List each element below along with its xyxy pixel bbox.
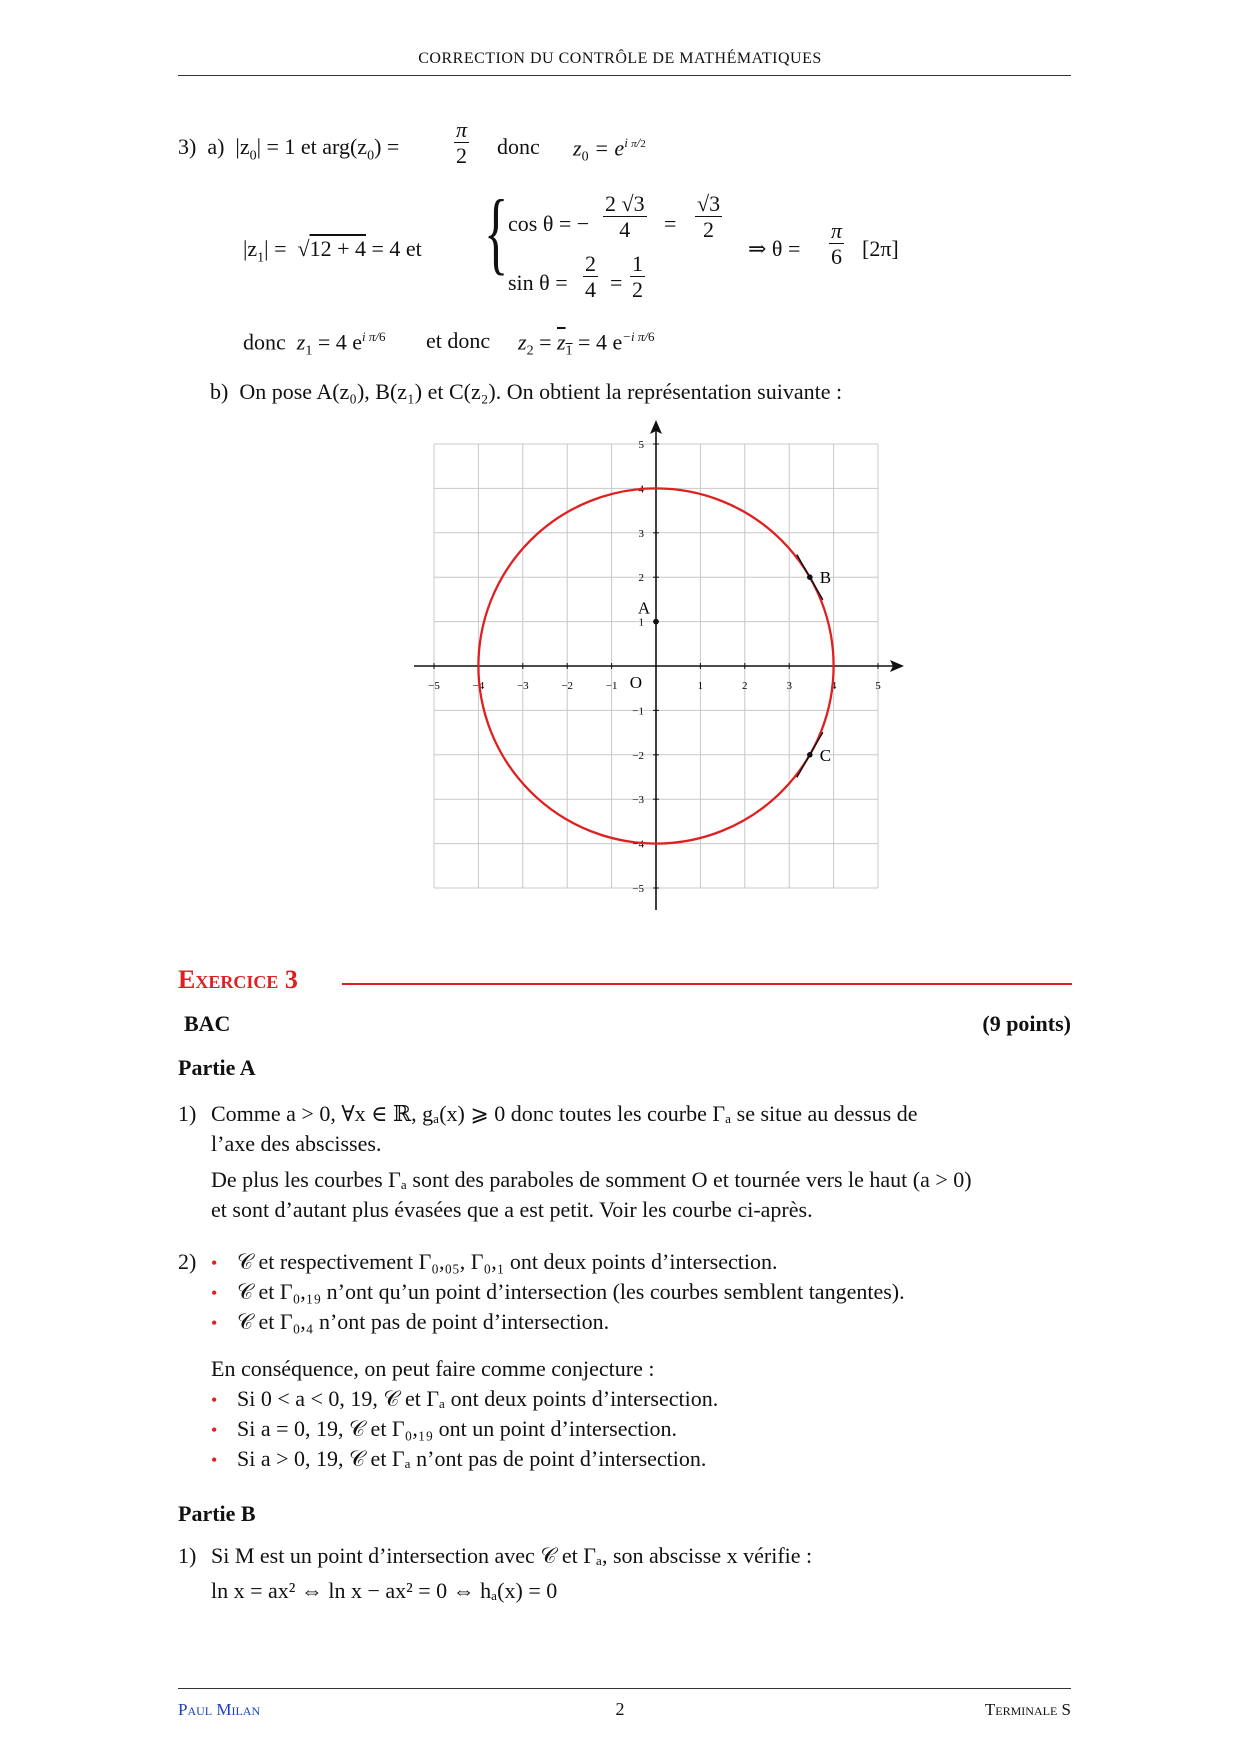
sin-eq: =: [610, 270, 623, 295]
y-tick-label: 4: [638, 483, 644, 496]
partA-q2-bullet-2: • 𝒞 et Γ₀,₁₉ n’ont qu’un point d’intersection (les courbes semblent tangentes).: [211, 1279, 905, 1304]
partB-q1-line2: ln x = ax² ⇔ ln x − ax² = 0 ⇔ hₐ(x) = 0: [211, 1578, 558, 1603]
theta-implies: ⇒ θ =: [748, 236, 801, 261]
pi-over-6: $\frac{\pi}{6}$: [831, 218, 843, 270]
conjecture-bullet-1: • Si 0 < a < 0, 19, 𝒞 et Γₐ ont deux points d’intersection.: [211, 1386, 719, 1411]
partB-q1-number: 1): [178, 1543, 197, 1568]
y-tick-label: 5: [638, 439, 644, 451]
y-tick-label: −4: [632, 838, 644, 851]
exercise-source: BAC: [184, 1011, 231, 1036]
q3-donc-1: donc: [497, 134, 540, 159]
cos-frac-2: $\frac{√3}{2}$: [697, 191, 721, 243]
footer-author: Paul Milan: [178, 1700, 261, 1719]
point-b-label: B: [819, 568, 832, 588]
y-tick-label: −1: [632, 705, 644, 718]
origin-label: O: [629, 673, 642, 692]
cos-frac-1: $\frac{2 √3}{4}$: [605, 191, 645, 243]
footer-page-number: 2: [615, 1699, 625, 1719]
partA-q2-bullet-1: • 𝒞 et respectivement Γ₀,₀₅, Γ₀,₁ ont deux points d’intersection.: [211, 1249, 778, 1274]
q3-line1: 3) a) $|z_0| = 1$ et $arg(z_0)$ =: [178, 134, 400, 164]
question-number: 3): [178, 134, 197, 159]
partA-q2-number: 2): [178, 1249, 197, 1274]
system-brace: {: [484, 181, 509, 283]
point-a-label: A: [637, 598, 651, 618]
y-tick-label: −3: [632, 794, 644, 807]
x-tick-label: 2: [742, 680, 748, 692]
exercise-title-rule: [342, 983, 1072, 985]
partB-q1-line1: Si M est un point d’intersection avec 𝒞 et Γₐ, son abscisse x vérifie :: [211, 1543, 813, 1568]
z2-exponential: $z_2 = \overline{z}_1 = 4$ $e^{-i \pi/6}$: [518, 329, 655, 359]
y-tick-label: 2: [638, 572, 644, 585]
point-b: [807, 574, 813, 580]
x-tick-label: −1: [605, 680, 618, 692]
partA-q1-line1: Comme a > 0, ∀x ∈ ℝ, gₐ(x) ⩾ 0 donc toutes les courbe Γₐ se situe au dessus de: [211, 1101, 918, 1126]
subquestion-a-label: a): [207, 134, 225, 159]
q3-z0-result: $z_0 = e^{i \pi/2}$: [573, 135, 646, 165]
sin-frac-2: $\frac{1}{2}$: [632, 251, 643, 303]
q3-pi-over-2: $\frac{\pi}{2}$: [456, 117, 468, 169]
cos-theta-label: cos θ = −: [508, 211, 590, 236]
x-tick-label: −5: [428, 680, 440, 692]
cos-eq: =: [664, 211, 677, 236]
y-tick-label: −2: [632, 749, 644, 762]
partA-q1-line3: De plus les courbes Γₐ sont des paraboles de somment O et tournée vers le haut (a > 0): [211, 1167, 972, 1192]
partA-q1-line4: et sont d’autant plus évasées que a est petit. Voir les courbe ci-après.: [211, 1197, 813, 1222]
x-tick-label: −4: [472, 680, 485, 692]
page-header-title: CORRECTION DU CONTRÔLE DE MATHÉMATIQUES: [418, 50, 822, 67]
partB-title: Partie B: [178, 1501, 256, 1526]
conjecture-bullet-3: • Si a > 0, 19, 𝒞 et Γₐ n’ont pas de point d’intersection.: [211, 1446, 707, 1471]
x-tick-label: 4: [830, 680, 837, 692]
x-tick-label: 3: [786, 680, 792, 692]
footer-class: Terminale S: [984, 1700, 1071, 1719]
subquestion-b-label: b): [210, 379, 229, 404]
conjecture-bullet-2: • Si a = 0, 19, 𝒞 et Γ₀,₁₉ ont un point d’intersection.: [211, 1416, 677, 1441]
q3-b-line: b) On pose A(z₀), B(z₁) et C(z₂). On obtient la représentation suivante :: [210, 379, 843, 404]
partA-title: Partie A: [178, 1055, 256, 1080]
z1-modulus: $|z_1| = √12 + 4 = 4$ et: [243, 236, 422, 266]
partA-q1-number: 1): [178, 1101, 197, 1126]
header-rule: [178, 75, 1071, 76]
exercise-title: Exercice 3: [178, 965, 298, 994]
partA-q1-line2: l’axe des abscisses.: [211, 1131, 382, 1156]
sin-frac-1: $\frac{2}{4}$: [585, 251, 596, 303]
et-donc: et donc: [426, 328, 491, 353]
sin-theta-label: sin θ =: [508, 270, 568, 295]
x-tick-label: 1: [697, 680, 704, 692]
x-tick-label: −2: [561, 680, 574, 692]
footer-rule: [178, 1688, 1071, 1689]
z1-exponential: donc $z_1 = 4$ $e^{i \pi/6}$: [243, 329, 386, 359]
exercise-points: (9 points): [982, 1011, 1071, 1036]
x-tick-label: 5: [875, 680, 881, 692]
point-a: [653, 619, 659, 625]
partA-q2-bullet-3: • 𝒞 et Γ₀,₄ n’ont pas de point d’intersection.: [211, 1309, 610, 1334]
x-tick-label: −3: [516, 680, 529, 692]
modulo-2pi: [2π]: [862, 236, 899, 261]
conjecture-intro: En conséquence, on peut faire comme conjecture :: [211, 1356, 655, 1381]
y-tick-label: −5: [632, 883, 644, 895]
point-c-label: C: [819, 745, 832, 765]
y-tick-label: 1: [638, 616, 644, 629]
point-c: [807, 752, 813, 758]
complex-plane-chart: [400, 420, 920, 910]
y-tick-label: 3: [638, 527, 644, 540]
